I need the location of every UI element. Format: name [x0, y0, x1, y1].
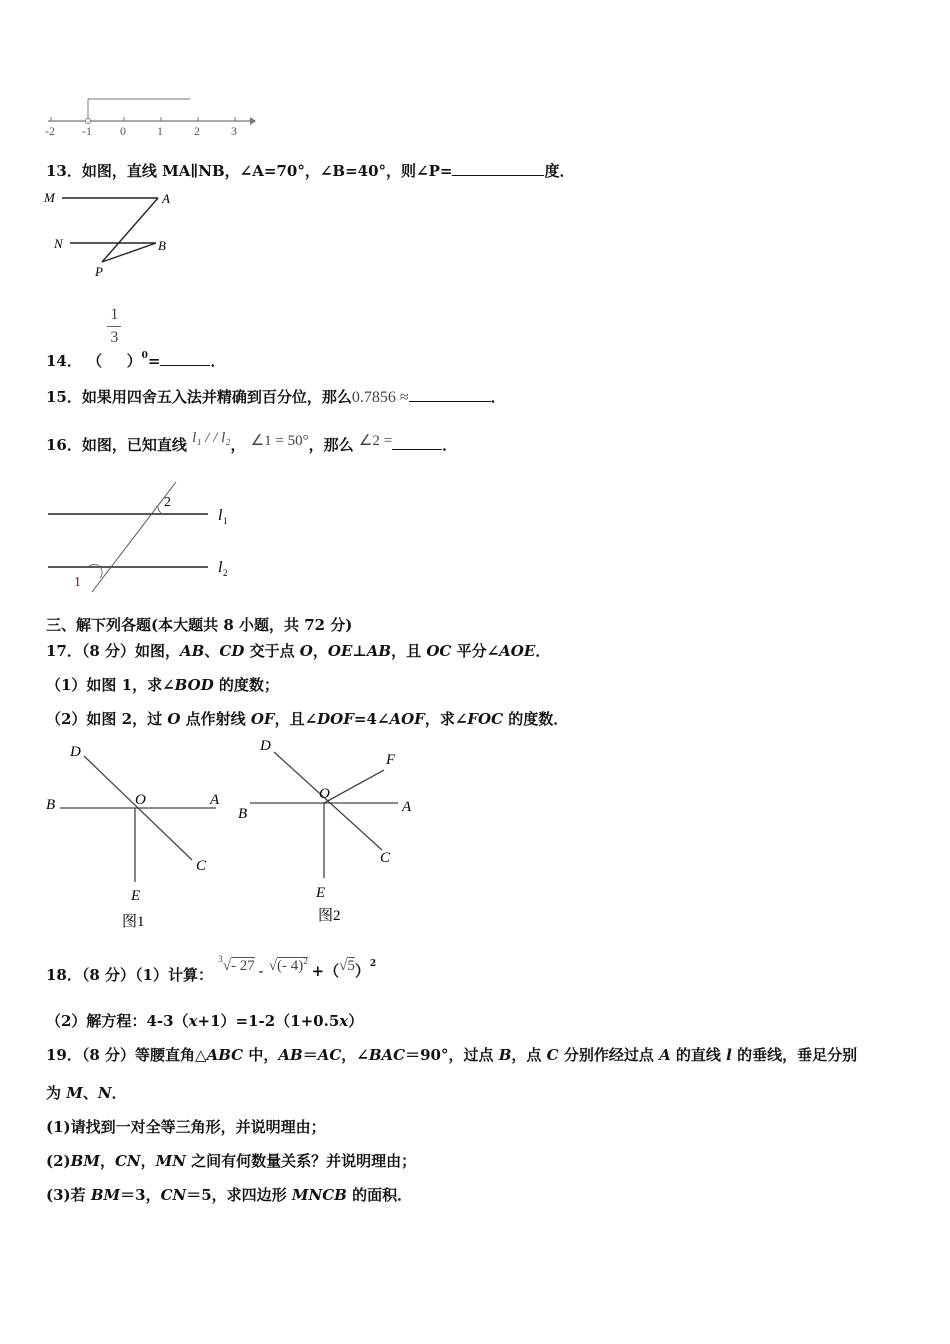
text: ＝5，求四边形 [186, 1186, 292, 1204]
radicand-text: (- 4) [277, 958, 304, 974]
math-var: x [339, 1012, 349, 1030]
q13-figure [40, 186, 190, 286]
text: ， [140, 1152, 156, 1170]
point-label-o: O [135, 792, 146, 808]
text: 的度数． [503, 710, 569, 728]
fraction-denominator: 3 [110, 329, 119, 346]
text: 18．（8 分）（1）计算： [46, 966, 213, 984]
math-var: CN [160, 1186, 187, 1204]
math-var: B [498, 1046, 512, 1064]
text: 、 [82, 1084, 98, 1102]
tick-label: -2 [45, 124, 55, 138]
text: 分别作经过点 [558, 1046, 660, 1064]
number-line-figure [40, 95, 260, 140]
comma: ， [230, 436, 246, 454]
point-label-e: E [131, 888, 141, 904]
question-17-part-1 [46, 674, 279, 695]
text: ＝3， [120, 1186, 161, 1204]
text: 交于点 [244, 642, 300, 660]
text: ，且∠ [274, 710, 318, 728]
sqrt5-expr [339, 957, 355, 974]
math-var: A [659, 1046, 671, 1064]
text: ，求∠ [424, 710, 468, 728]
text: +1）=1-2（1+0.5 [197, 1012, 340, 1030]
text: 的面积． [346, 1186, 413, 1204]
question-text: 如图，已知直线 [81, 436, 187, 454]
question-14 [46, 306, 226, 370]
point-label-b: B [46, 797, 56, 813]
math-var: C [546, 1046, 559, 1064]
angle-label-2: 2 [164, 495, 171, 510]
period: ． [210, 352, 226, 370]
math-var: CD [219, 642, 245, 660]
text: ＝90°，过点 [405, 1046, 499, 1064]
fraction-bar [107, 326, 121, 327]
math-var: MNCB [291, 1186, 347, 1204]
square-root-expr [269, 957, 312, 974]
exponent: 0 [141, 351, 148, 361]
question-17-stem [46, 640, 550, 661]
text: 17．（8 分）如图， [46, 642, 181, 660]
line-label-l1-subscript: 1 [223, 516, 228, 526]
math-value: 0.7856 ≈ [351, 389, 409, 406]
math-var: OE [327, 642, 353, 660]
text: =4∠ [353, 710, 390, 728]
text: (3)若 [46, 1186, 91, 1204]
text: 中， [243, 1046, 279, 1064]
point-label-p: P [95, 264, 103, 279]
right-paren: ） [126, 352, 142, 370]
point-label-d: D [70, 744, 81, 760]
point-label-a: A [402, 799, 412, 815]
point-label-d: D [260, 738, 271, 754]
text: 平分∠ [451, 642, 500, 660]
point-label-n: N [54, 236, 63, 251]
answer-blank[interactable] [160, 351, 210, 366]
tick-label: 0 [120, 124, 126, 138]
angle-1-expr: ∠1 = 50° [250, 433, 309, 449]
point-label-c: C [196, 858, 207, 874]
text: ， [99, 1152, 115, 1170]
math-var: MN [155, 1152, 186, 1170]
text: 19．（8 分）等腰直角△ [46, 1046, 207, 1064]
angle-2-expr: ∠2 = [358, 433, 393, 449]
operator: - [258, 962, 264, 980]
math-var: BOD [174, 676, 214, 694]
math-var: ABC [206, 1046, 244, 1064]
equals: = [147, 352, 161, 370]
point-label-b: B [238, 806, 248, 822]
question-16 [46, 426, 458, 454]
radical-sign: √ [339, 958, 348, 974]
question-text: 度． [544, 162, 575, 180]
tick-label: 2 [194, 124, 200, 138]
q16-figure [40, 476, 240, 594]
angle-label-1: 1 [74, 575, 81, 590]
question-19-stem-line-2 [46, 1082, 127, 1103]
parallel-lines-expr: l₁ / / l₂ [192, 430, 231, 446]
text: 点作射线 [180, 710, 251, 728]
text: ，且 [391, 642, 427, 660]
point-label-f: F [386, 752, 396, 768]
point-label-e: E [316, 885, 326, 901]
text: （1）如图 1，求∠ [46, 676, 175, 694]
math-var: AOF [389, 710, 425, 728]
radicand: 5 [347, 958, 355, 974]
section-3-title: 三、解下列各题(本大题共 8 小题，共 72 分) [46, 616, 353, 634]
radical-sign: √ [268, 958, 277, 974]
question-text: 如图，直线 MA∥NB，∠A=70°，∠B=40°，则∠P= [81, 162, 453, 180]
text: ． [535, 642, 551, 660]
question-19-part-1: (1)请找到一对全等三角形，并说明理由； [46, 1118, 326, 1136]
tick-label: 3 [231, 124, 237, 138]
math-var: AB [366, 642, 392, 660]
text: ． [111, 1084, 127, 1102]
math-var: OF [250, 710, 275, 728]
line-label-l2: l [218, 559, 223, 576]
math-var: x [188, 1012, 198, 1030]
tick-label: -1 [82, 124, 92, 138]
question-number: 16． [46, 436, 82, 454]
root-index: 3 [218, 954, 223, 964]
question-number: 13． [46, 162, 82, 180]
point-label-b: B [158, 238, 166, 253]
point-label-m: M [44, 190, 55, 205]
question-text: 如果用四舍五入法并精确到百分位，那么 [81, 388, 352, 406]
figure-caption: 图1 [122, 914, 145, 930]
point-label-c: C [380, 850, 391, 866]
fraction [107, 306, 121, 347]
radicand [277, 957, 308, 974]
text: ＝ [302, 1046, 318, 1064]
question-number: 15． [46, 388, 82, 406]
question-18-part-2 [46, 1010, 363, 1031]
math-var: CN [114, 1152, 141, 1170]
math-var: OC [426, 642, 452, 660]
math-var: O [299, 642, 313, 660]
point-label-a: A [162, 191, 170, 206]
q17-figure-2 [232, 730, 432, 930]
text: （2）解方程：4-3（ [46, 1012, 189, 1030]
fraction-numerator: 1 [110, 306, 119, 323]
line-label-l1: l [218, 507, 223, 524]
question-19-stem-line-1 [46, 1044, 857, 1065]
text: 为 [46, 1084, 67, 1102]
text: ， [312, 642, 328, 660]
text: ⊥ [352, 642, 367, 660]
math-var: BM [70, 1152, 100, 1170]
left-paren: （ [87, 352, 103, 370]
period: ． [490, 388, 506, 406]
text: (2) [46, 1152, 71, 1170]
cube-root-expr [218, 954, 258, 974]
question-15 [46, 386, 506, 407]
q17-figure-1 [40, 736, 240, 932]
text: 的垂线，垂足分别 [731, 1046, 858, 1064]
math-var: M [66, 1084, 83, 1102]
answer-blank[interactable] [409, 387, 491, 402]
answer-blank[interactable] [452, 161, 544, 176]
tick-label: 1 [157, 124, 163, 138]
math-var: O [167, 710, 181, 728]
text: ） [348, 1012, 364, 1030]
text: 的直线 [670, 1046, 727, 1064]
question-text: ，那么 [308, 436, 354, 454]
text: （2）如图 2，过 [46, 710, 168, 728]
text: 之间有何数量关系？并说明理由； [185, 1152, 417, 1170]
math-var: AC [317, 1046, 342, 1064]
radical-sign: √ [222, 958, 231, 974]
radicand: - 27 [230, 958, 255, 974]
math-var: AOE [499, 642, 536, 660]
text: ，∠ [341, 1046, 369, 1064]
math-var: N [97, 1084, 112, 1102]
question-18-part-1 [46, 954, 377, 984]
point-label-a: A [210, 792, 220, 808]
text: ，点 [511, 1046, 547, 1064]
math-var: BM [90, 1186, 121, 1204]
line-label-l2-subscript: 2 [223, 568, 228, 578]
math-var: BAC [368, 1046, 406, 1064]
exponent: 2 [303, 956, 308, 966]
text: 的度数； [213, 676, 279, 694]
question-19-part-2 [46, 1150, 416, 1171]
math-var: AB [180, 642, 205, 660]
text: ） [354, 962, 370, 980]
question-number: 14． [46, 352, 82, 370]
figure-caption: 图2 [318, 908, 341, 924]
question-19-part-3 [46, 1184, 412, 1205]
math-var: l [726, 1046, 732, 1064]
question-17-part-2 [46, 708, 568, 729]
math-var: DOF [317, 710, 354, 728]
question-13 [46, 160, 574, 181]
exponent: 2 [369, 959, 377, 969]
text: 、 [204, 642, 220, 660]
math-var: FOC [467, 710, 504, 728]
period: ． [442, 436, 458, 454]
math-var: AB [278, 1046, 303, 1064]
answer-blank[interactable] [392, 435, 442, 450]
point-label-o: O [319, 786, 330, 802]
operator: +（ [311, 962, 340, 980]
